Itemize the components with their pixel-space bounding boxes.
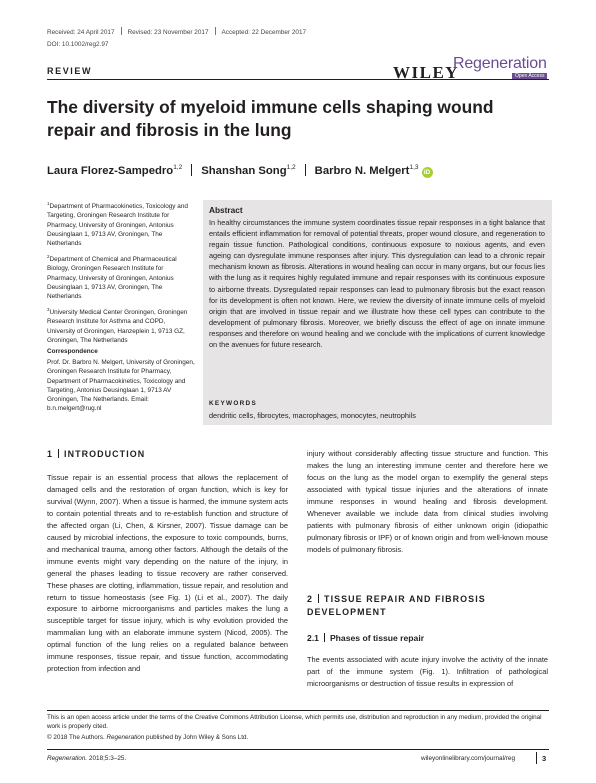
abstract-text: In healthy circumstances the immune system coordinates tissue repair responses in a tight balance that entails efficient inflammation for removal of potential threats, proper wound closure, and regeneration to regain tissue function. Pathological conditions, continuous exposure to noxious agents, and even ageing can dysregulate immune responses after injury. This dysregulation can lead to a chronic repair mechanism known as fibrosis. Alterations in wound healing can occur in many organs, but our focus lies with the lung as it requires highly regulated immune and repair responses with its continuous exposure to airborne threats. Dysregulated repair responses can lead to pulmonary fibrosis but the exact reason for its development is often not known. Here, we review the diversity of innate immune cells of myeloid origin that are involved in tissue repair and we illustrate how these cell types can contribute to the development of pulmonary fibrosis. Moreover, we briefly discuss the effect of age on innate immune responses and therefore on wound healing and we conclude with the implications of current knowledge on the avenues for future research. xyxy=(209,218,545,350)
orcid-icon[interactable]: iD xyxy=(422,167,433,178)
page-number-divider xyxy=(536,752,537,764)
doi[interactable]: DOI: 10.1002/reg2.97 xyxy=(47,41,109,48)
subsection-2-1-text: The events associated with acute injury involve the activity of the innate part of the immune system (Fig. 1). Infiltration of pathological microorganisms or destruction of tissue results in expression of xyxy=(307,655,548,688)
affiliation-2: $^2$Department of Chemical and Pharmaceutical Biology, Groningen Research Institute for Pharmacy, University of Groningen, Antonius Deusinglaan 1, 9713 AV, Groningen, The Netherlands xyxy=(47,254,177,301)
keywords-heading: KEYWORDS xyxy=(209,400,258,407)
footer-divider xyxy=(47,710,549,711)
affiliation-1: $^1$Department of Pharmacokinetics, Toxicology and Targeting, Groningen Research Institute for Pharmacy, University of Groningen, Antonius Deusinglaan 1, 9713 AV, Groningen, The Netherlands xyxy=(47,201,188,248)
bottom-divider xyxy=(47,749,549,750)
header-divider xyxy=(47,79,549,80)
accepted-date: Accepted: 22 December 2017 xyxy=(221,29,307,36)
journal-logo[interactable]: Regeneration xyxy=(453,55,547,72)
article-title: The diversity of myeloid immune cells shaping wound repair and fibrosis in the lung xyxy=(47,97,494,140)
page-number: 3 xyxy=(542,754,547,763)
affiliation-3: $^3$University Medical Center Groningen, Groningen Research Institute for Asthma and COPD, University of Groningen, Hanzeplein 1, 9713 GZ, Groningen, The Netherlands xyxy=(47,307,188,345)
author-3[interactable]: Barbro N. Melgert$^{1,3}$ xyxy=(314,164,419,177)
correspondence-heading: Correspondence xyxy=(47,348,98,355)
author-list xyxy=(47,164,433,178)
section-1-heading: 1 INTRODUCTION xyxy=(47,449,146,459)
abstract-heading: Abstract xyxy=(209,205,243,215)
citation: Regeneration. 2018;5:3–25. xyxy=(47,755,127,762)
publisher-logo[interactable]: WILEY xyxy=(393,63,460,82)
article-dates xyxy=(47,27,306,36)
author-2[interactable]: Shanshan Song$^{1,2}$ xyxy=(201,164,296,177)
keywords: dendritic cells, fibrocytes, macrophages, monocytes, neutrophils xyxy=(209,411,416,420)
section-1-text: Tissue repair is an essential process that allows the replacement of damaged cells and the restoration of organ function, which is key for survival (Wynn, 2007). When a tissue is harmed, the immune system acts to contain potential threats and to re-establish function and structure of the affected organ (Li, Chen, & Kirsner, 2007). Tissue damage can be caused by microbial infections, the exposure to toxic compounds, burns, and mechanical trauma, among other factors. Although the details of the immune events might vary depending on the nature of the injury, in general the phases leading to tissue recovery are rather conserved. These phases are clotting, inflammation, tissue repair, and resolution and return to tissue homeostasis (see Fig. 1) (Li et al., 2007). The daily exposure to airborne microorganisms and particles makes the lung a susceptible target for tissue injury, which is why evolution provided the mammalian lung with an elaborate immune system (Nicod, 2005). The optimal function of the lung relies on a regulated balance between immune responses, tissue repair, and tissue function, accommodating protection from infection and xyxy=(47,473,288,674)
author-1[interactable]: Laura Florez-Sampedro$^{1,2}$ xyxy=(47,164,183,177)
open-access-badge: Open Access xyxy=(512,73,547,79)
subsection-2-1-heading: 2.1 Phases of tissue repair xyxy=(307,633,425,643)
section-2-heading: 2 TISSUE REPAIR AND FIBROSIS DEVELOPMENT xyxy=(307,594,486,617)
copyright: © 2018 The Authors. Regeneration published by John Wiley & Sons Ltd. xyxy=(47,734,249,741)
section-label: REVIEW xyxy=(47,66,93,76)
correspondence-text: Prof. Dr. Barbro N. Melgert, University of Groningen, Groningen Research Institute for Pharmacy, Department of Pharmacokinetics, Toxicology and Targeting, Antonius Deusinglaan 1, 9713 AV Groningen, The Netherlands. Email: b.n.melgert@rug.nl xyxy=(47,359,195,413)
revised-date: Revised: 23 November 2017 xyxy=(127,29,209,36)
license-text: This is an open access article under the terms of the Creative Commons Attribution License, which permits use, distribution and reproduction in any medium, provided the original work is properly cited. xyxy=(47,714,542,731)
received-date: Received: 24 April 2017 xyxy=(47,29,115,36)
journal-website-link[interactable]: wileyonlinelibrary.com/journal/reg xyxy=(421,755,516,762)
section-1-continuation: injury without considerably affecting tissue structure and function. This makes the lung an interesting immune center and therefore here we focus on the lung as the model organ to exemplify the general steps associated with typical tissue injuries and the alterations of innate immune responses in wound healing and fibrosis development. Whenever available we include data from clinical studies involving patients with pulmonary fibrosis of either unknown origin (idiopathic pulmonary fibrosis or IPF) or of known origin and from well-known mouse models of pulmonary fibrosis. xyxy=(307,449,548,554)
